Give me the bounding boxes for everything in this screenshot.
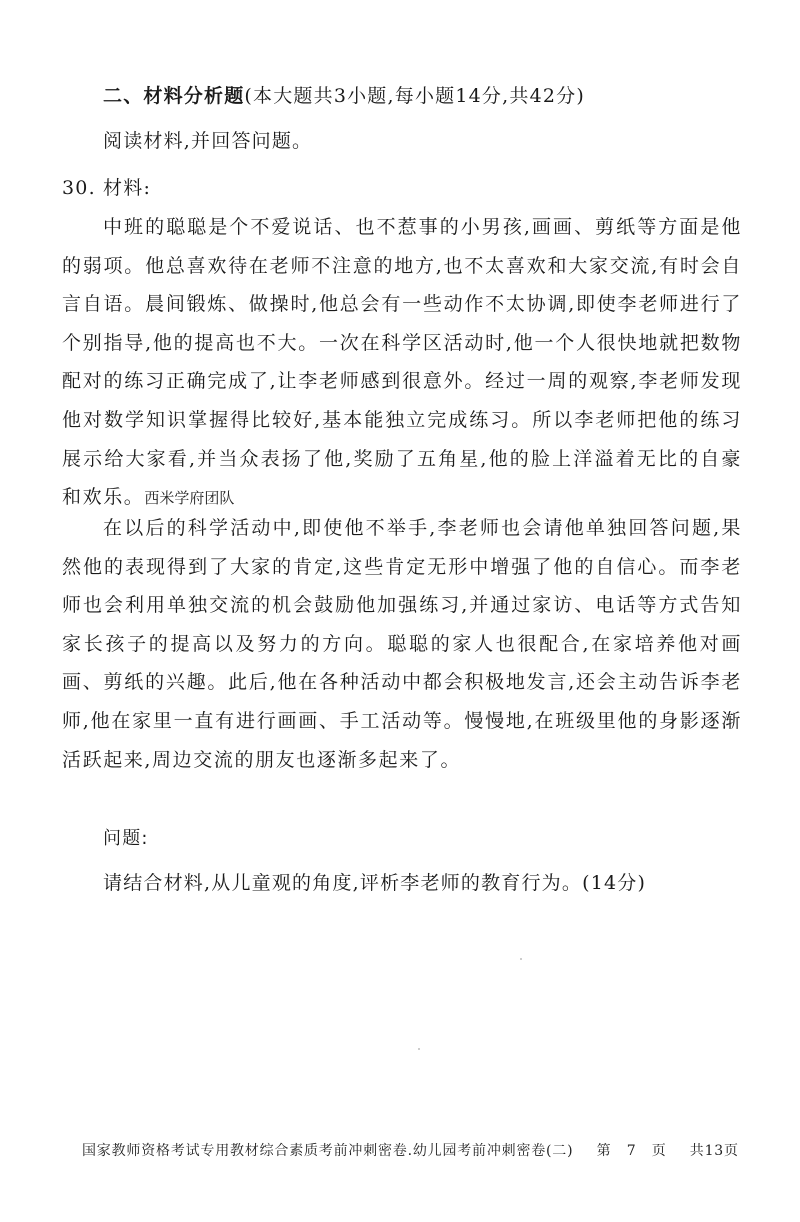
question-number: 30. 材料: xyxy=(62,177,152,199)
question-label: 问题: xyxy=(103,828,149,849)
scan-speck xyxy=(418,1048,420,1050)
page-footer xyxy=(82,1140,749,1160)
section-title-bold: 二、材料分析题 xyxy=(103,85,245,107)
footer-page-label: 第 xyxy=(596,1143,612,1159)
question-prompt: 请结合材料,从儿童观的角度,评析李老师的教育行为。(14分) xyxy=(103,872,647,894)
material-paragraph-1-text: 中班的聪聪是个不爱说话、也不惹事的小男孩,画画、剪纸等方面是他的弱项。他总喜欢待在老师不注意的地方,也不太喜欢和大家交流,有时会自言自语。晨间锻炼、做操时,他总会有一些动作不太协调,即使李老师进行了个别指导,他的提高也不大。一次在科学区活动时,他一个人很快地就把数物配对的练习正确完成了,让李老师感到很意外。经过一周的观察,李老师发现他对数学知识掌握得比较好,基本能独立完成练习。所以李老师把他的练习展示给大家看,并当众表扬了他,奖励了五角星,他的脸上洋溢着无比的自豪和欢乐。 xyxy=(62,216,742,509)
scan-speck xyxy=(520,958,522,960)
footer-page-number: 7 xyxy=(626,1143,637,1159)
material-paragraph-1 xyxy=(62,208,742,518)
material-paragraph-2: 在以后的科学活动中,即使他不举手,李老师也会请他单独回答问题,果然他的表现得到了大家的肯定,这些肯定无形中增强了他的自信心。而李老师也会利用单独交流的机会鼓励他加强练习,并通过家访、电话等方式告知家长孩子的提高以及努力的方向。聪聪的家人也很配合,在家培养他对画画、剪纸的兴趣。此后,他在各种活动中都会积极地发言,还会主动告诉李老师,他在家里一直有进行画画、手工活动等。慢慢地,在班级里他的身影逐渐活跃起来,周边交流的朋友也逐渐多起来了。 xyxy=(62,517,742,771)
footer-exam-title: 国家教师资格考试专用教材综合素质考前冲刺密卷.幼儿园考前冲刺密卷(二) xyxy=(82,1143,574,1159)
instruction-text: 阅读材料,并回答问题。 xyxy=(103,130,313,152)
watermark-text: 西米学府团队 xyxy=(144,489,235,508)
footer-total-pages: 共13页 xyxy=(689,1143,739,1159)
footer-page-unit: 页 xyxy=(651,1143,667,1159)
section-title xyxy=(103,83,585,109)
section-title-detail: (本大题共3小题,每小题14分,共42分) xyxy=(244,85,585,107)
